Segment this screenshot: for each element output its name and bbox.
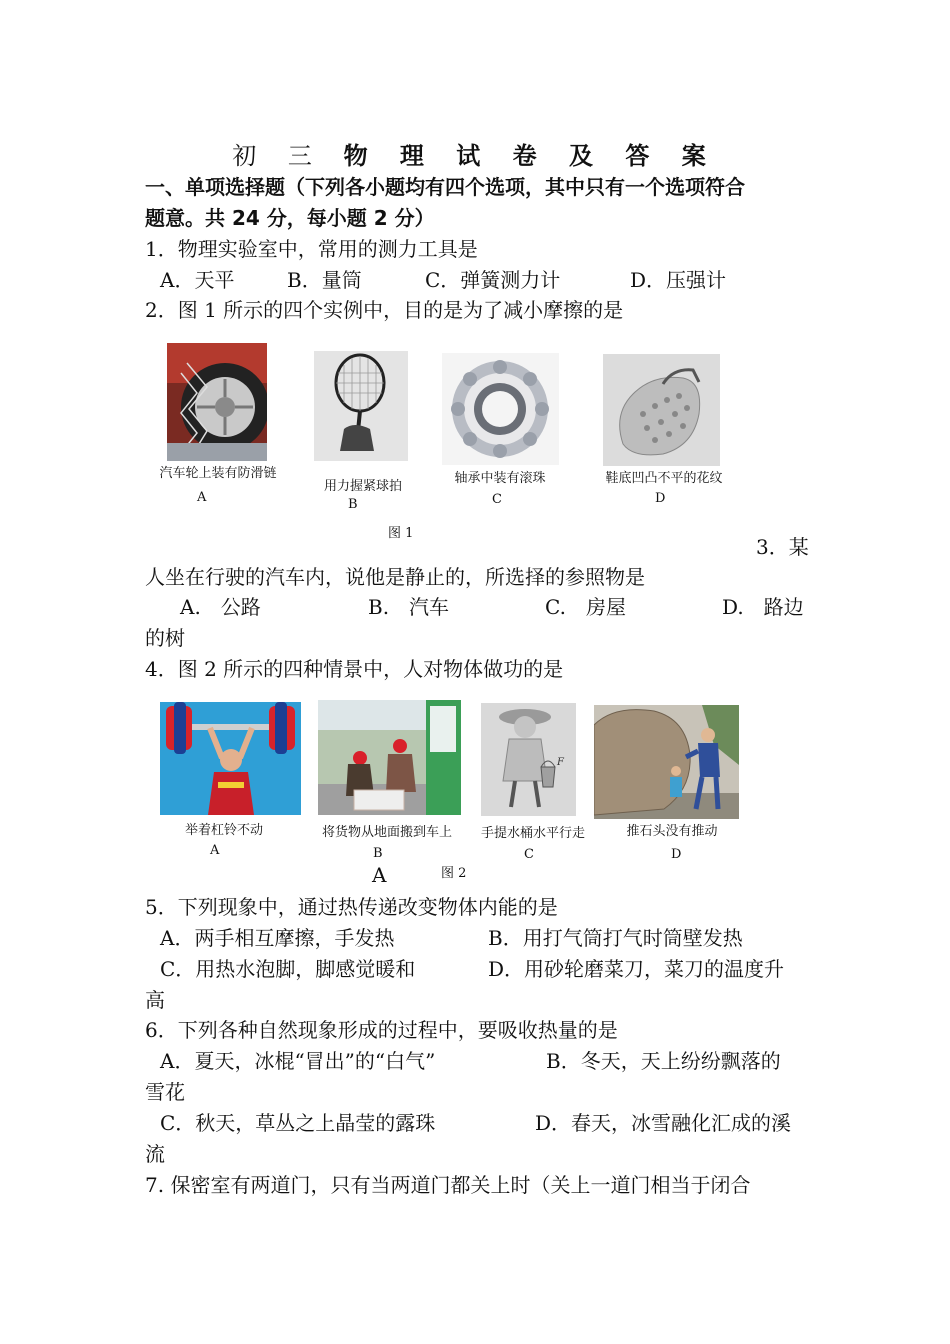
q3-option-d-cont: 的树 [145,626,185,650]
tennis-racket-photo-icon [314,351,408,461]
fig1-label: 图 1 [388,526,414,541]
child-bucket-photo-icon [481,703,576,816]
title-part2: 物 理 试 卷 及 答 案 [343,141,718,170]
q1-option-d: D．压强计 [630,268,727,292]
q3-option-d: D. 路边 [722,595,804,619]
q6-option-b-cont: 雪花 [145,1080,185,1104]
fig1-caption-a: 汽车轮上装有防滑链 [159,466,277,481]
q6-option-d-cont: 流 [145,1142,165,1166]
q3-stem-rest: 人坐在行驶的汽车内，说他是静止的，所选择的参照物是 [145,565,645,589]
q1-stem: 1．物理实验室中，常用的测力工具是 [145,237,478,261]
q5-option-a: A．两手相互摩擦，手发热 [160,926,395,950]
q3-stem-start: 3．某 [756,535,809,559]
q3-option-c: C. 房屋 [545,595,626,619]
fig2-caption-b: 将货物从地面搬到车上 [321,825,452,840]
svg-text:F: F [557,757,564,768]
fig2-caption-c: 手提水桶水平行走 [480,826,585,841]
shoe-sole-photo-icon [603,354,720,466]
q4-stem: 4．图 2 所示的四种情景中，人对物体做功的是 [145,657,564,681]
q1-option-c: C．弹簧测力计 [425,268,561,292]
q6-option-d: D．春天，冰雪融化汇成的溪 [535,1111,792,1135]
fig2-letter-d: D [671,847,682,862]
fig1-letter-c: C [492,492,502,507]
pushing-rock-photo-icon [594,705,739,819]
ball-bearing-photo-icon [442,353,559,465]
title-part1: 初 三 [232,142,324,170]
q5-option-c: C．用热水泡脚，脚感觉暖和 [160,957,416,981]
q1-option-b: B．量筒 [287,268,362,292]
weightlifter-photo-icon [160,702,301,815]
q6-option-b: B．冬天，天上纷纷飘落的 [546,1049,781,1073]
section1-heading-line2: 题意。共 24 分，每小题 2 分） [145,206,435,230]
q5-option-d-cont: 高 [145,988,165,1012]
fig2-extra-letter: A [372,863,387,887]
fig1-letter-a: A [197,490,207,505]
fig2-letter-c: C [524,847,534,862]
tire-chain-photo-icon [167,343,267,461]
q3-option-b: B. 汽车 [368,595,450,619]
fig2-caption-a: 举着杠铃不动 [184,823,263,838]
q1-option-a: A．天平 [160,268,235,292]
q5-option-b: B．用打气筒打气时筒壁发热 [488,926,743,950]
fig1-letter-d: D [655,491,666,506]
fig1-caption-d: 鞋底凹凸不平的花纹 [605,471,723,486]
q5-option-d: D．用砂轮磨菜刀，菜刀的温度升 [488,957,785,981]
q6-option-c: C．秋天，草丛之上晶莹的露珠 [160,1111,436,1135]
q7-stem: 7. 保密室有两道门，只有当两道门都关上时（关上一道门相当于闭合 [145,1173,751,1197]
fig1-caption-b: 用力握紧球拍 [323,479,402,494]
q3-option-a: A. 公路 [180,595,261,619]
q6-option-a: A．夏天，冰棍“冒出”的“白气” [160,1049,436,1073]
page-title [0,136,950,171]
cargo-lifting-photo-icon [318,700,461,815]
fig2-letter-b: B [373,846,383,861]
q6-stem: 6．下列各种自然现象形成的过程中，要吸收热量的是 [145,1018,618,1042]
q2-stem: 2．图 1 所示的四个实例中，目的是为了减小摩擦的是 [145,298,624,322]
section1-heading-line1: 一、单项选择题（下列各小题均有四个选项，其中只有一个选项符合 [145,175,745,199]
fig1-letter-b: B [348,497,358,512]
q5-stem: 5．下列现象中，通过热传递改变物体内能的是 [145,895,558,919]
fig2-caption-d: 推石头没有推动 [626,824,718,839]
fig1-caption-c: 轴承中装有滚珠 [454,471,546,486]
fig2-letter-a: A [210,843,220,858]
fig2-label: 图 2 [441,866,467,881]
